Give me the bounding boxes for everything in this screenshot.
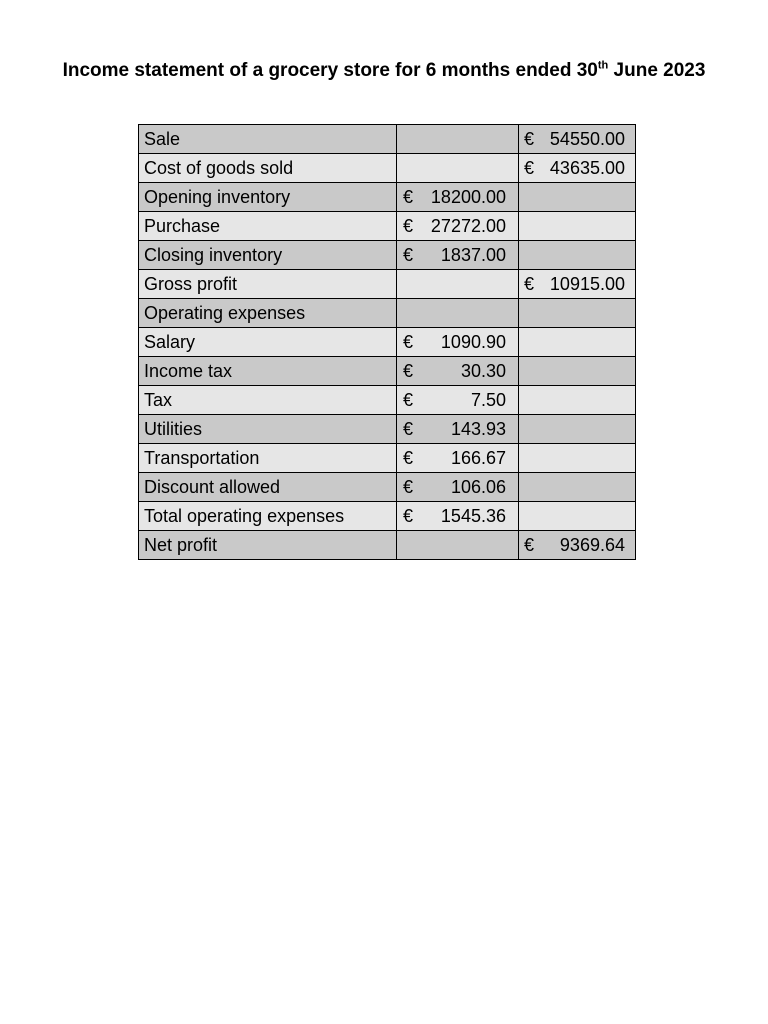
currency-symbol: € xyxy=(403,389,414,410)
statement-row xyxy=(139,154,636,183)
statement-row xyxy=(139,444,636,473)
amount-value: 1090.90 xyxy=(440,331,506,352)
total-value: 10915.00 xyxy=(549,273,625,294)
income-statement-table xyxy=(138,124,636,560)
money-value xyxy=(519,535,635,556)
total-cell xyxy=(519,415,636,444)
total-cell xyxy=(519,270,636,299)
statement-row xyxy=(139,299,636,328)
amount-cell xyxy=(397,299,519,328)
title-tail: June 2023 xyxy=(608,60,706,81)
amount-cell xyxy=(397,357,519,386)
statement-row xyxy=(139,502,636,531)
amount-cell xyxy=(397,386,519,415)
money-value xyxy=(397,419,518,440)
amount-cell xyxy=(397,125,519,154)
amount-cell xyxy=(397,531,519,560)
money-value xyxy=(519,274,635,295)
row-label: Total operating expenses xyxy=(139,502,397,531)
amount-value: 143.93 xyxy=(450,418,506,439)
amount-value: 30.30 xyxy=(460,360,506,381)
total-cell xyxy=(519,299,636,328)
currency-symbol: € xyxy=(524,157,535,178)
row-label: Cost of goods sold xyxy=(139,154,397,183)
statement-row xyxy=(139,328,636,357)
currency-symbol: € xyxy=(403,244,414,265)
total-cell xyxy=(519,444,636,473)
amount-value: 27272.00 xyxy=(430,215,506,236)
statement-row xyxy=(139,125,636,154)
money-value xyxy=(397,332,518,353)
money-value xyxy=(397,245,518,266)
page-title xyxy=(0,60,768,82)
statement-row xyxy=(139,386,636,415)
amount-cell xyxy=(397,212,519,241)
amount-value: 7.50 xyxy=(470,389,506,410)
total-cell xyxy=(519,154,636,183)
total-cell xyxy=(519,212,636,241)
amount-cell xyxy=(397,444,519,473)
total-cell xyxy=(519,241,636,270)
currency-symbol: € xyxy=(403,447,414,468)
statement-row xyxy=(139,473,636,502)
amount-value: 166.67 xyxy=(450,447,506,468)
amount-value: 1837.00 xyxy=(440,244,506,265)
row-label: Purchase xyxy=(139,212,397,241)
currency-symbol: € xyxy=(524,128,535,149)
amount-cell xyxy=(397,241,519,270)
total-cell xyxy=(519,531,636,560)
currency-symbol: € xyxy=(403,505,414,526)
currency-symbol: € xyxy=(403,476,414,497)
currency-symbol: € xyxy=(524,534,535,555)
title-main: Income statement of a grocery store for 6 months ended 30 xyxy=(62,60,598,81)
currency-symbol: € xyxy=(403,331,414,352)
statement-row xyxy=(139,531,636,560)
amount-cell xyxy=(397,502,519,531)
money-value xyxy=(397,361,518,382)
amount-cell xyxy=(397,270,519,299)
row-label: Net profit xyxy=(139,531,397,560)
money-value xyxy=(519,129,635,150)
amount-value: 106.06 xyxy=(450,476,506,497)
statement-row xyxy=(139,212,636,241)
row-label: Gross profit xyxy=(139,270,397,299)
row-label: Salary xyxy=(139,328,397,357)
row-label: Operating expenses xyxy=(139,299,397,328)
currency-symbol: € xyxy=(403,418,414,439)
amount-cell xyxy=(397,473,519,502)
total-cell xyxy=(519,328,636,357)
row-label: Tax xyxy=(139,386,397,415)
statement-row xyxy=(139,270,636,299)
money-value xyxy=(397,477,518,498)
row-label: Income tax xyxy=(139,357,397,386)
amount-value: 18200.00 xyxy=(430,186,506,207)
total-cell xyxy=(519,473,636,502)
money-value xyxy=(397,187,518,208)
amount-cell xyxy=(397,328,519,357)
statement-row xyxy=(139,183,636,212)
money-value xyxy=(397,448,518,469)
statement-body xyxy=(139,125,636,560)
currency-symbol: € xyxy=(403,186,414,207)
money-value xyxy=(397,506,518,527)
row-label: Closing inventory xyxy=(139,241,397,270)
row-label: Sale xyxy=(139,125,397,154)
total-cell xyxy=(519,502,636,531)
statement-row xyxy=(139,241,636,270)
total-cell xyxy=(519,357,636,386)
amount-cell xyxy=(397,415,519,444)
total-value: 54550.00 xyxy=(549,128,625,149)
amount-cell xyxy=(397,183,519,212)
money-value xyxy=(397,216,518,237)
title-superscript: th xyxy=(597,59,609,72)
total-value: 43635.00 xyxy=(549,157,625,178)
statement-row xyxy=(139,357,636,386)
total-cell xyxy=(519,386,636,415)
currency-symbol: € xyxy=(524,273,535,294)
statement-row xyxy=(139,415,636,444)
row-label: Discount allowed xyxy=(139,473,397,502)
row-label: Utilities xyxy=(139,415,397,444)
currency-symbol: € xyxy=(403,360,414,381)
row-label: Transportation xyxy=(139,444,397,473)
total-cell xyxy=(519,183,636,212)
amount-value: 1545.36 xyxy=(440,505,506,526)
currency-symbol: € xyxy=(403,215,414,236)
total-cell xyxy=(519,125,636,154)
row-label: Opening inventory xyxy=(139,183,397,212)
money-value xyxy=(397,390,518,411)
amount-cell xyxy=(397,154,519,183)
money-value xyxy=(519,158,635,179)
total-value: 9369.64 xyxy=(559,534,625,555)
